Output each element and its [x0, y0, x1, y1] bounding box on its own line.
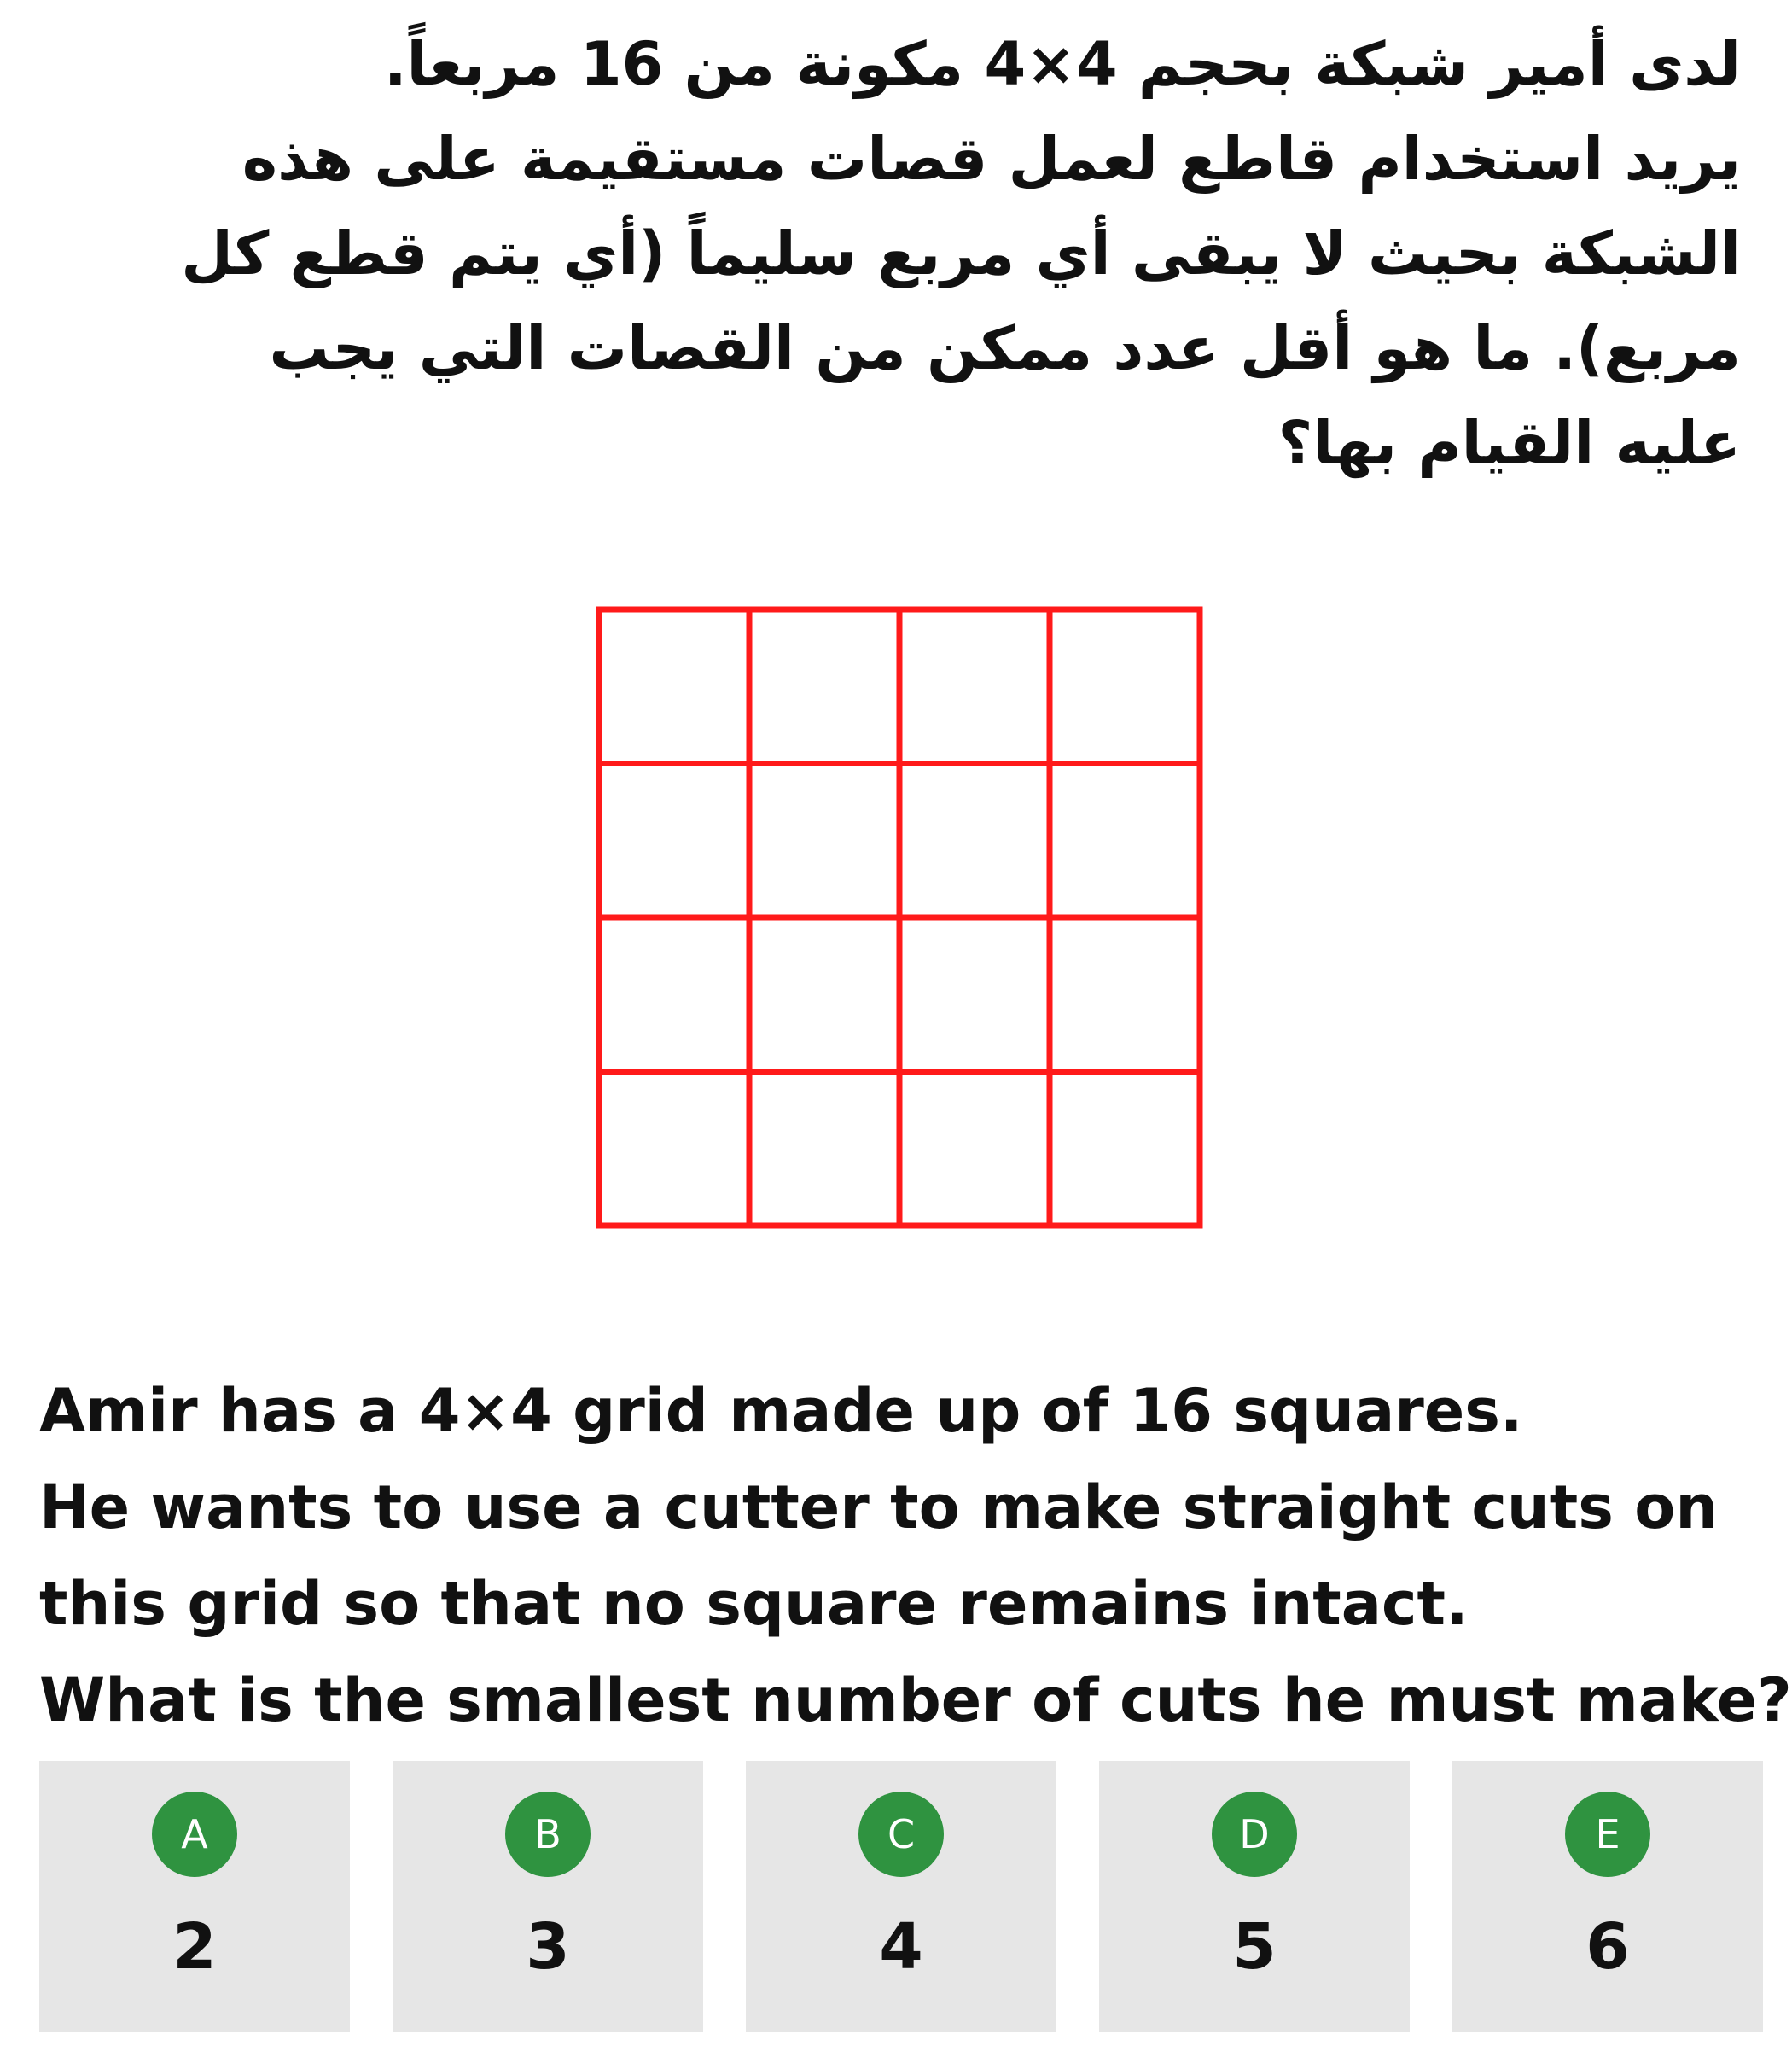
- answer-choices: [39, 1761, 1763, 2032]
- choice-b[interactable]: [393, 1761, 703, 2032]
- choice-a[interactable]: [39, 1761, 350, 2032]
- grid-4x4: [596, 606, 1203, 1229]
- question-english-line: this grid so that no square remains intact.: [39, 1569, 1469, 1639]
- choice-value: 4: [879, 1910, 923, 1984]
- choice-d[interactable]: [1099, 1761, 1410, 2032]
- question-arabic-line: عليه القيام بها؟: [1277, 408, 1741, 478]
- choice-value: 6: [1585, 1910, 1630, 1984]
- question-arabic-line: مربع). ما هو أقل عدد ممكن من القصات التي يجب: [269, 313, 1741, 383]
- choice-letter-badge: E: [1565, 1792, 1650, 1877]
- choice-c[interactable]: [746, 1761, 1056, 2032]
- question-english-line: He wants to use a cutter to make straight cuts on: [39, 1472, 1719, 1542]
- question-arabic-line: الشبكة بحيث لا يبقى أي مربع سليماً (أي يتم قطع كل: [181, 219, 1741, 288]
- choice-value: 2: [172, 1910, 217, 1984]
- question-arabic-line: يريد استخدام قاطع لعمل قصات مستقيمة على هذه: [241, 124, 1741, 194]
- question-arabic: [51, 17, 1741, 491]
- choice-letter-badge: B: [505, 1792, 591, 1877]
- question-english: [39, 1363, 1792, 1749]
- choice-value: 3: [526, 1910, 570, 1984]
- question-english-line: What is the smallest number of cuts he must make?: [39, 1665, 1792, 1735]
- choice-letter-badge: D: [1212, 1792, 1297, 1877]
- choice-letter-badge: A: [152, 1792, 237, 1877]
- grid-figure: [596, 606, 1203, 1229]
- question-english-line: Amir has a 4×4 grid made up of 16 squares.: [39, 1376, 1523, 1446]
- choice-value: 5: [1232, 1910, 1277, 1984]
- choice-letter-badge: C: [858, 1792, 944, 1877]
- question-arabic-line: لدى أمير شبكة بحجم 4×4 مكونة من 16 مربعاً.: [383, 29, 1741, 99]
- choice-e[interactable]: [1452, 1761, 1763, 2032]
